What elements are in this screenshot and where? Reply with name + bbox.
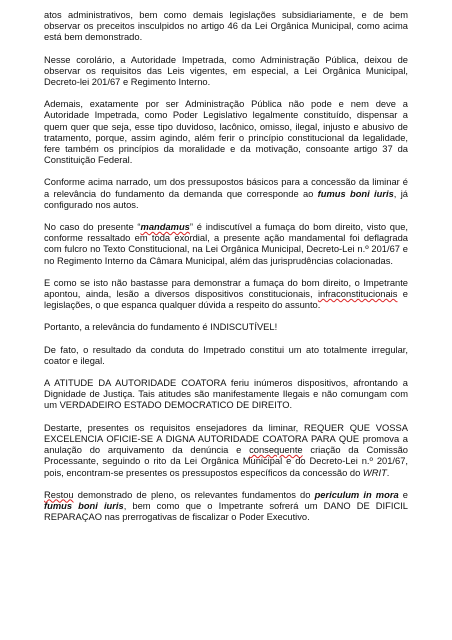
paragraph-5: [44, 222, 408, 267]
paragraph-text: A ATITUDE DA AUTORIDADE COATORA feriu inúmeros dispositivos, afrontando a Dignidade de Justiça. Tais atitudes são manifestamente Ilegais e não comungam com um VERDADEIRO ESTADO DEMOCRATICO DE DIREITO.: [44, 378, 408, 411]
latin-term-periculum-in-mora: periculum in mora: [314, 489, 399, 500]
paragraph-1: [44, 10, 408, 44]
writ-term: WRIT: [362, 467, 387, 478]
paragraph-text: e: [398, 489, 408, 500]
paragraph-text: .: [386, 467, 390, 478]
paragraph-text: , já configurado nos autos.: [44, 188, 408, 210]
paragraph-3: [44, 99, 408, 166]
paragraph-6: [44, 278, 408, 312]
paragraph-text: Conforme acima narrado, um dos pressupostos básicos para a concessão da liminar é a relevância do fundamento da demanda que corresponde ao: [44, 177, 408, 199]
paragraph-9: [44, 378, 408, 412]
paragraph-2: [44, 55, 408, 89]
paragraph-text: Destarte, presentes os requisitos ensejadores da liminar, REQUER QUE VOSSA EXCELENCIA OFICIE-SE A DIGNA AUTORIDADE COATORA PARA QUE promova a anulação do arquivamento da denúncia e: [44, 422, 408, 456]
latin-term-fumus-boni-iuris: fumus boni iuris: [44, 500, 124, 511]
spellcheck-word: infraconstitucionais: [317, 289, 398, 300]
paragraph-11: [44, 490, 408, 524]
paragraph-text: atos administrativos, bem como demais legislações subsidiariamente, e de bem observar os preceitos insculpidos no artigo 46 da Lei Orgânica Municipal, como acima está bem demonstrado.: [44, 10, 408, 43]
paragraph-text: criação da Comissão Processante, seguindo o rito da Lei Orgânica Municipal e do Decreto-Lei n.º 201/67, pois, encontram-se presentes os pressupostos específicos da concessão do: [44, 445, 409, 478]
spellcheck-word: consequente: [249, 445, 303, 456]
latin-term-mandamus: mandamus: [140, 222, 190, 233]
spellcheck-word: Restou: [44, 489, 74, 500]
paragraph-text: Portanto, a relevância do fundamento é INDISCUTÍVEL!: [44, 322, 278, 333]
paragraph-10: [44, 423, 408, 479]
paragraph-text: , bem como que o Impetrante sofrerá um DANO DE DIFICIL REPARAÇAO nas prerrogativas de fiscalizar o Poder Executivo.: [44, 500, 408, 523]
paragraph-text: De fato, o resultado da conduta do Impetrado constitui um ato totalmente irregular, coator e ilegal.: [44, 344, 408, 366]
paragraph-7: [44, 322, 408, 333]
paragraph-text: e legislações, o que espanca qualquer dúvida a respeito do assunto.: [44, 289, 408, 311]
paragraph-text: No caso do presente “: [44, 222, 141, 233]
paragraph-text: Ademais, exatamente por ser Administração Pública não pode e nem deve a Autoridade Impetrada, como Poder Legislativo legalmente constituído, dispensar a quem quer que seja, esse tipo duvidoso, lacônico, omisso, ilegal, injusto e abusivo de tratamento, porque, assim agindo, além ferir o princípio constitucional da legalidade, fere também os princípios da moralidade e da motivação, consoante artigo 37 da Constituição Federal.: [44, 99, 408, 166]
latin-term-fumus-boni-iuris: fumus boni iuris: [317, 188, 394, 199]
paragraph-4: [44, 177, 408, 211]
paragraph-text: demonstrado de pleno, os relevantes fundamentos do: [73, 489, 315, 500]
paragraph-text: Nesse corolário, a Autoridade Impetrada, como Administração Pública, deixou de observar os requisitos das Leis vigentes, em especial, a Lei Orgânica Municipal, Decreto-lei 201/67 e Regimento Interno.: [44, 54, 408, 88]
paragraph-8: [44, 345, 408, 367]
paragraph-text: E como se isto não bastasse para demonstrar a fumaça do bom direito, o Impetrante apontou, ainda, lesão a diversos dispositivos constitucionais,: [44, 277, 408, 300]
paragraph-text: ” é indiscutível a fumaça do bom direito, visto que, conforme ressaltado em toda exordial, a presente ação mandamental foi deflagrada com fulcro no Texto Constitucional, na Lei Orgânica Municipal, Decreto-Lei n.º 201/67 e no Regimento Interno da Câmara Municipal, além das jurisprudências colacionadas.: [44, 222, 408, 266]
